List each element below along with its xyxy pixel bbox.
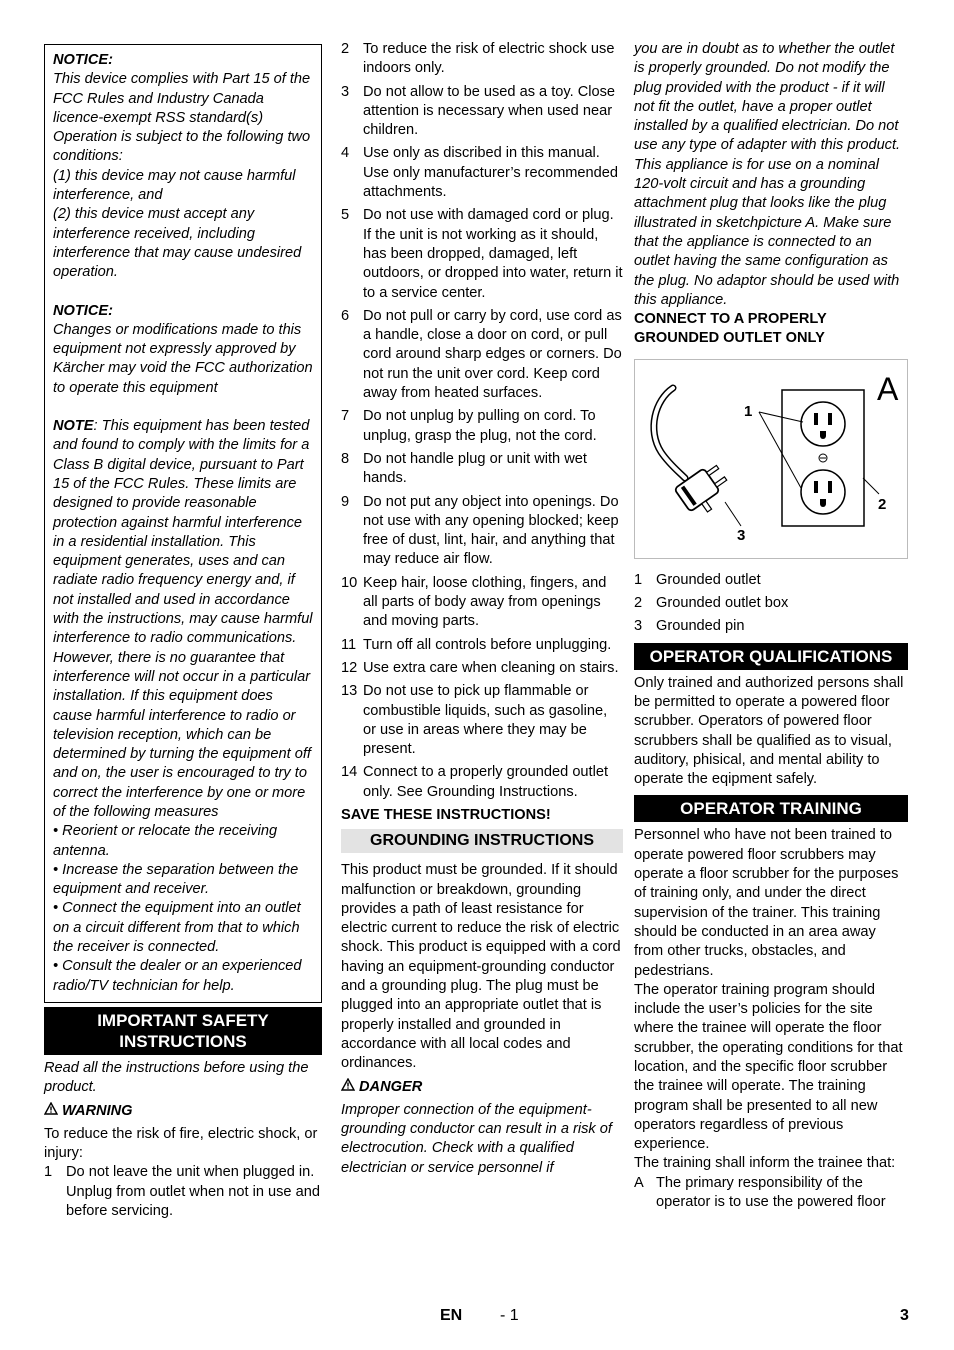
list-item: 6 Do not pull or carry by cord, use cord as a handle, close a door on cord, or pull cord around sharp edges or corners. Do not run the unit over cord. Keep cord away from heated surfaces.: [341, 307, 622, 402]
list-item: 7 Do not unplug by pulling on cord. To unplug, grasp the plug, not the cord.: [341, 408, 597, 444]
legend-item: 1 Grounded outlet: [634, 571, 761, 588]
danger-icon: [341, 1078, 355, 1097]
note-text: : This equipment has been tested and found to comply with the limits for a Class B digital device, pursuant to Part 15 of the FCC Rules. These limits are designed to provide reasonable protection against harmful interference in a residential installation. This equipment generates, uses and can radiate radio frequency energy and, if not installed and used in accordance with the instructions, may cause harmful interference to radio communications. However, there is no guarantee that interference will not occur in a particular installation. If this equipment does cause harmful interference to radio or television reception, which can be determined by turning the equipment off and on, the user is encouraged to try to correct the interference by one or more of the following measures: [53, 418, 313, 820]
appliance-text: This appliance is for use on a nominal 120-volt circuit and has a grounding attachment plug that looks like the plug illustrated in sketchpicture A. Make sure that the appliance is connected to an outlet having the same configuration as the plug. No adaptor should be used with this appliance.: [634, 156, 900, 308]
notice-title: NOTICE:: [53, 52, 113, 68]
danger-line: [341, 1078, 623, 1097]
measure-item: • Increase the separation between the equipment and receiver.: [53, 861, 299, 898]
warning-label: WARNING: [62, 1102, 133, 1119]
qualifications-text: Only trained and authorized persons shall be permitted to operate a powered floor scrubber. Operators of powered floor scrubbers shall be qualified as to visual, auditory, phisical, and mental ability to operate the eqipment safely.: [634, 674, 904, 788]
column-middle: [341, 40, 623, 1178]
warning-icon: [44, 1102, 58, 1121]
notice-line: (1) this device may not cause harmful interference, and: [53, 167, 296, 204]
list-item: 3 Do not allow to be used as a toy. Close attention is necessary when used near children.: [341, 83, 616, 139]
column-right: [634, 40, 908, 1212]
safety-list: [341, 40, 623, 802]
warning-line: [44, 1102, 322, 1121]
grounding-heading: GROUNDING INSTRUCTIONS: [341, 829, 623, 853]
list-item: 8 Do not handle plug or unit with wet hands.: [341, 450, 587, 487]
safety-heading: IMPORTANT SAFETY INSTRUCTIONS: [44, 1007, 322, 1055]
grounding-text: This product must be grounded. If it should malfunction or breakdown, grounding provides a path of least resistance for electric current to reduce the risk of electric shock. This product is equipped with a cord having an equipment-grounding conductor and a grounding plug. The plug must be plugged into an appropriate outlet that is properly installed and grounded in accordance with all local codes and ordinances.: [341, 862, 621, 1072]
list-item: 9 Do not put any object into openings. Do not use with any opening blocked; keep free of dust, lint, hair, and anything that may reduce air flow.: [341, 493, 619, 568]
fcc-notice-box: [44, 44, 322, 1003]
callout-3: 3: [737, 526, 746, 544]
list-item: A The primary responsibility of the operator is to use the powered floor: [634, 1174, 886, 1211]
list-item: 11 Turn off all controls before unplugging.: [341, 636, 612, 653]
measure-item: • Consult the dealer or an experienced radio/TV technician for help.: [53, 958, 302, 994]
training-paragraph: The training shall inform the trainee that:: [634, 1155, 896, 1172]
training-paragraph: Personnel who have not been trained to operate powered floor scrubbers may operate a floor scrubber for the purposes of training only, and under the direct supervision of the trainer. This training should be conducted in an area away from other trucks, obstacles, and pedestrians.: [634, 827, 899, 979]
list-item: 2 To reduce the risk of electric shock use indoors only.: [341, 41, 615, 77]
list-item: 13 Do not use to pick up flammable or combustible liquids, such as gasoline, or use in areas where they may be present.: [341, 683, 608, 758]
outlet-diagram: [635, 360, 907, 558]
notice-title: NOTICE:: [53, 302, 113, 319]
figure-legend: [634, 571, 908, 637]
measure-item: • Connect the equipment into an outlet on a circuit different from that to which the receiver is connected.: [53, 900, 301, 956]
notice-line: This device complies with Part 15 of the FCC Rules and Industry Canada licence-exempt RSS standard(s) Operation is subject to the following two conditions:: [53, 71, 311, 165]
note-paragraph: [53, 417, 314, 822]
danger-label: DANGER: [359, 1078, 423, 1095]
footer-section-page: - 1: [500, 1307, 519, 1324]
legend-item: 2 Grounded outlet box: [634, 595, 789, 612]
callout-1: 1: [744, 402, 753, 420]
list-item: 10 Keep hair, loose clothing, fingers, and all parts of body away from openings and moving parts.: [341, 574, 607, 630]
save-instructions: SAVE THESE INSTRUCTIONS!: [341, 806, 551, 823]
footer-language: EN: [440, 1307, 463, 1324]
callout-2: 2: [878, 495, 887, 513]
danger-continued: you are in doubt as to whether the outlet is properly grounded. Do not modify the plug provided with the product - if it will not fit the outlet, have a proper outlet installed by a qualified electrician. Do not use any type of adapter with this product.: [634, 41, 901, 154]
list-item: 14 Connect to a properly grounded outlet only. See Grounding Instructions.: [341, 764, 609, 800]
list-item: 4 Use only as discribed in this manual. Use only manufacturer’s recommended attachments.: [341, 145, 618, 201]
notice-text: Changes or modifications made to this equipment not expressly approved by Kärcher may void the FCC authorization to operate this equipment: [53, 321, 313, 396]
qualifications-heading: OPERATOR QUALIFICATIONS: [634, 643, 908, 670]
training-list: [634, 1174, 908, 1213]
measure-item: • Reorient or relocate the receiving antenna.: [53, 823, 278, 859]
list-item: 12 Use extra care when cleaning on stairs.: [341, 659, 619, 676]
read-all-text: Read all the instructions before using the product.: [44, 1059, 309, 1096]
legend-item: 3 Grounded pin: [634, 618, 745, 635]
danger-text: Improper connection of the equipment-grounding conductor can result in a risk of electrocution. Check with a qualified electrician or service personnel if: [341, 1101, 612, 1176]
notice-line: (2) this device must accept any interference received, including interference that may cause undesired operation.: [53, 206, 302, 281]
column-left: [44, 40, 322, 1221]
note-label: NOTE: [53, 418, 94, 435]
figure-grounded-outlet: [634, 359, 908, 559]
connect-warning: CONNECT TO A PROPERLY GROUNDED OUTLET ONLY: [634, 311, 827, 347]
footer-page-number: 3: [900, 1307, 909, 1324]
safety-list: [44, 1163, 322, 1221]
training-heading: OPERATOR TRAINING: [634, 795, 908, 822]
training-paragraph: The operator training program should include the user’s policies for the site where the trainee will operate the floor scrubber, the operating conditions for that location, and the specific floor scrubber the trainee will operate. The training program shall be presented to all new operators regardless of previous experience.: [634, 981, 903, 1153]
warning-intro: To reduce the risk of fire, electric shock, or injury:: [44, 1125, 318, 1162]
figure-letter: A: [877, 370, 899, 407]
list-item: 5 Do not use with damaged cord or plug. If the unit is not working as it should, has been dropped, damaged, left outdoors, or dropped into water, return it to a service center.: [341, 207, 623, 301]
list-item: 1 Do not leave the unit when plugged in. Unplug from outlet when not in use and before servicing.: [44, 1164, 320, 1220]
